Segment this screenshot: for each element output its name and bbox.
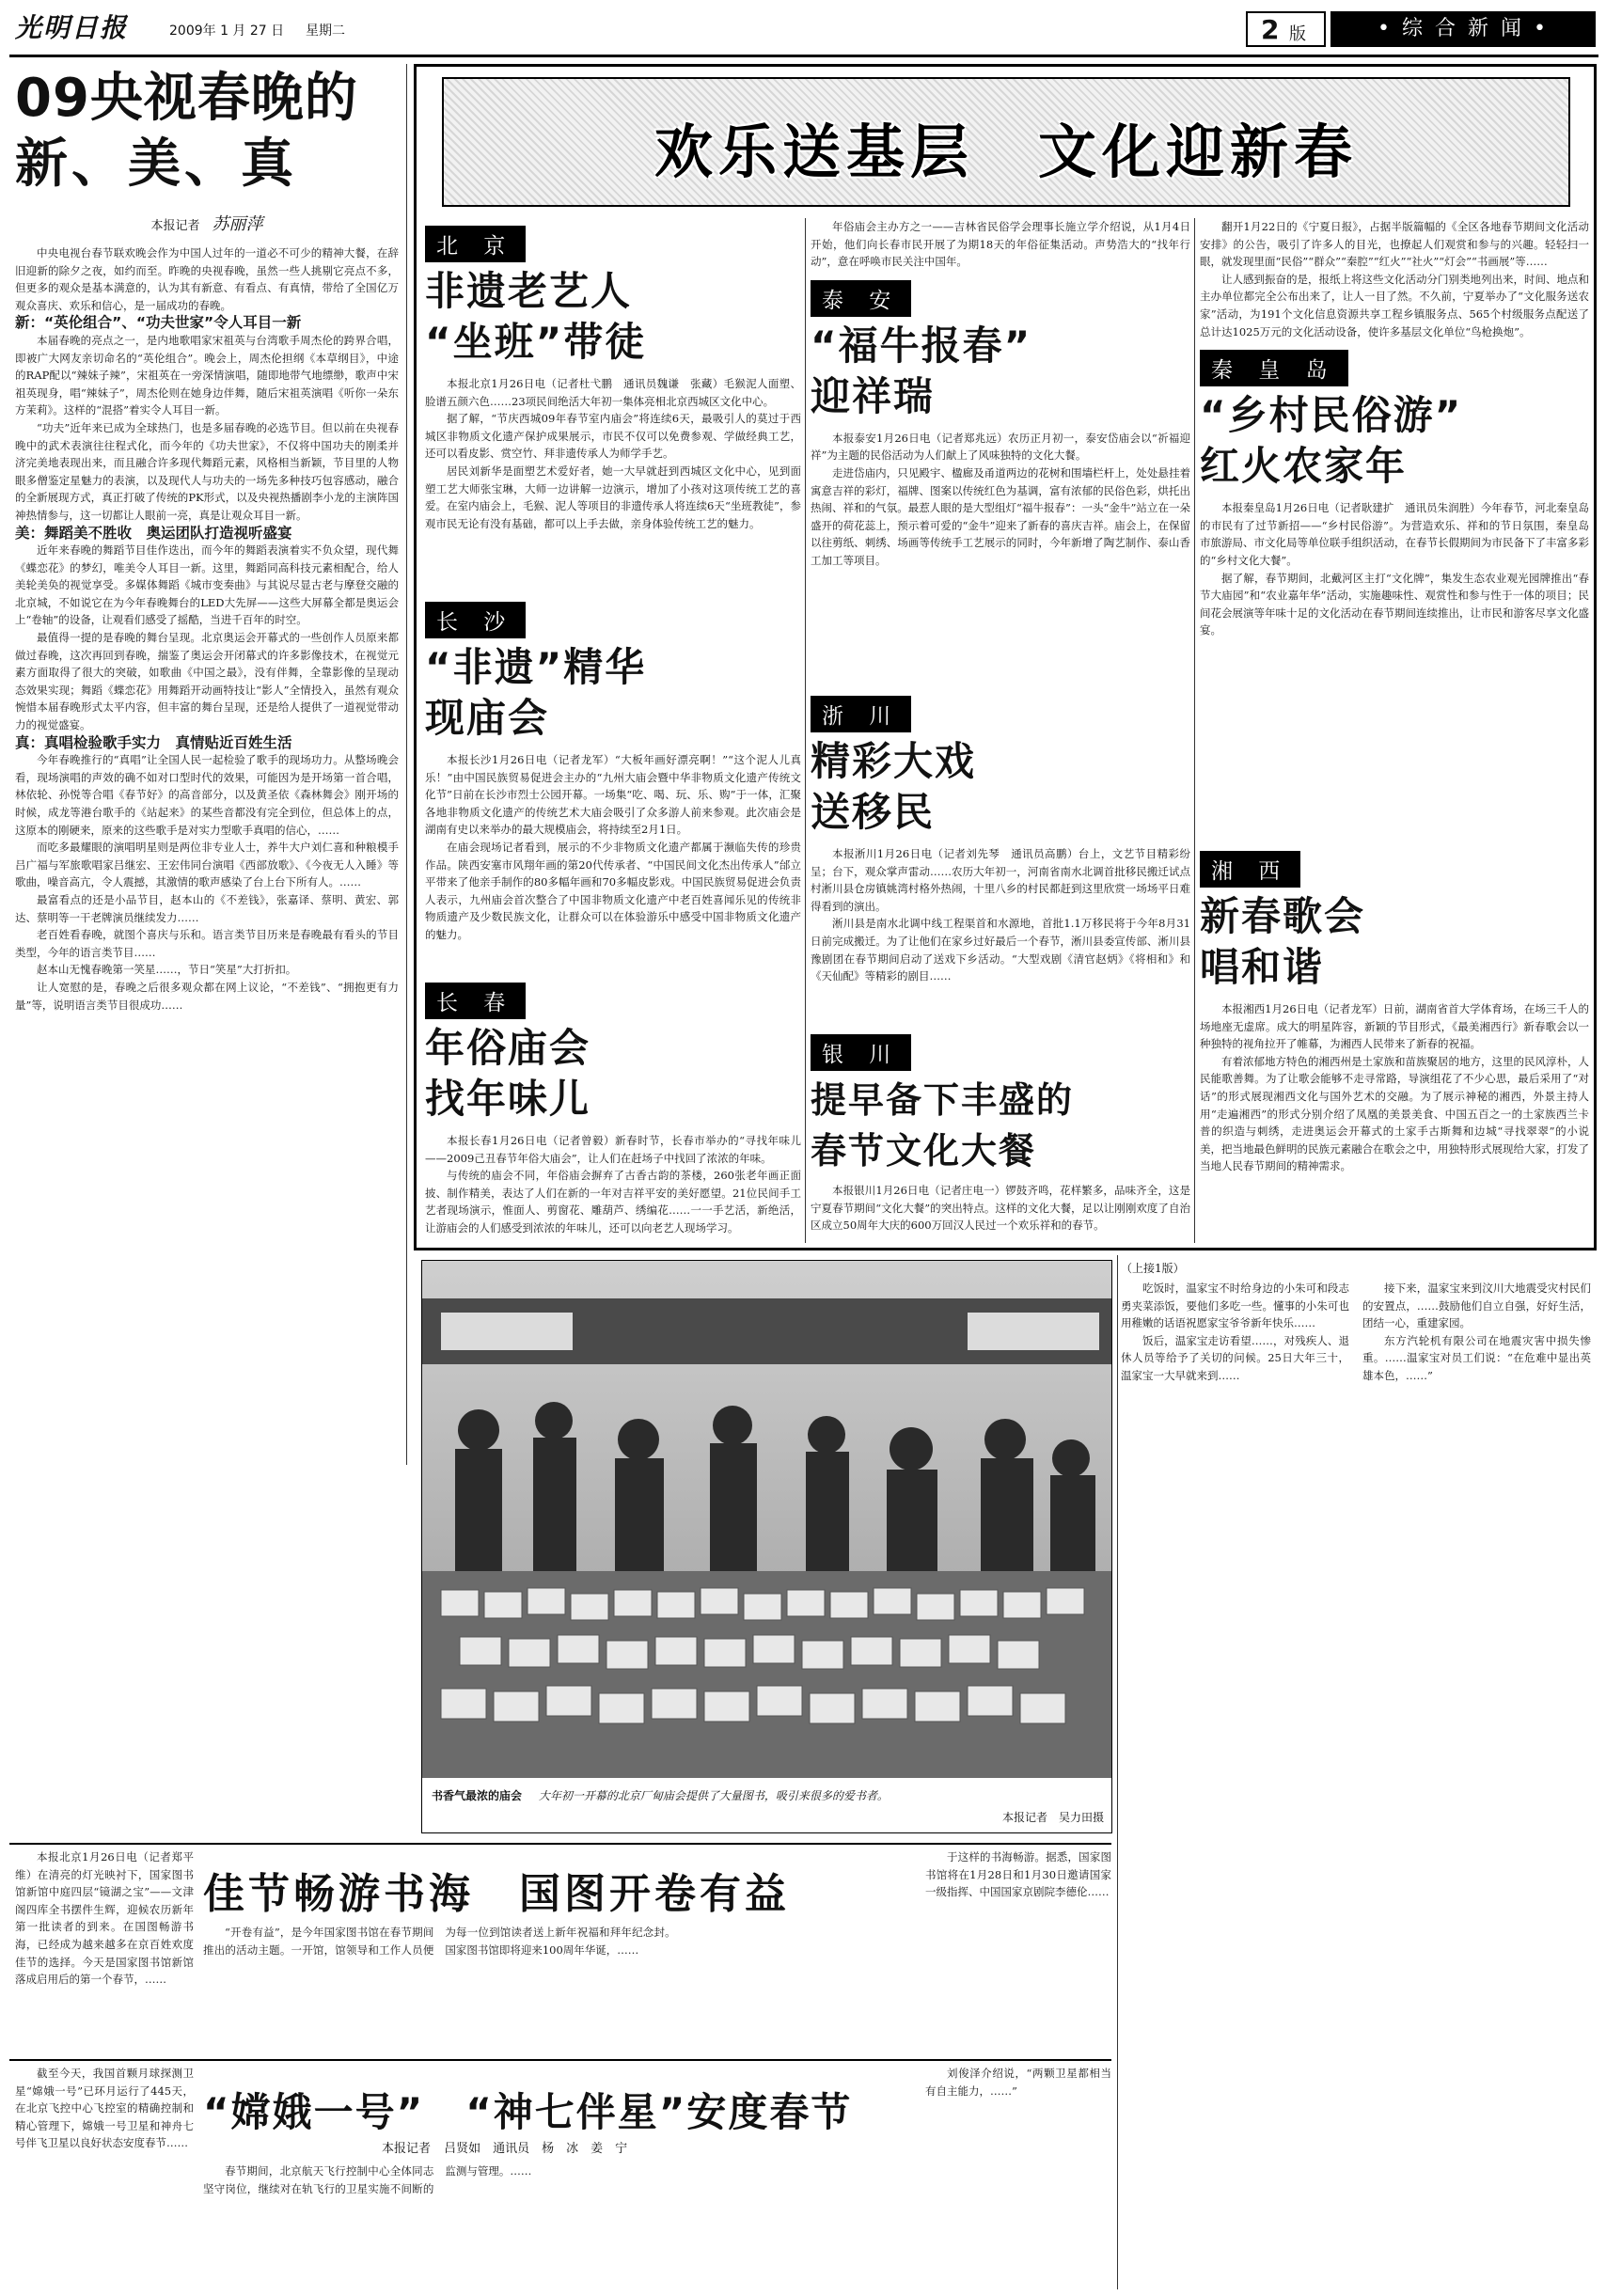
- story-tag: 湘 西: [1200, 851, 1300, 888]
- page-number-box: [1246, 11, 1326, 47]
- lead-title-line1: 09央视春晚的: [15, 68, 358, 129]
- books-body-col2: [203, 1924, 918, 2046]
- lead-title-line2: 新、美、真: [15, 134, 297, 195]
- story-paragraph: 本报北京1月26日电（记者杜弋鹏 通讯员魏谦 张藏）毛猴泥人面塑、脸谱五颜六色……23项民间绝活大年初一集体亮相北京西城区文化中心。: [425, 377, 801, 408]
- section-name: • 综 合 新 闻 •: [1330, 11, 1596, 47]
- story-paragraph: 本报秦皇岛1月26日电（记者耿建扩 通讯员朱润胜）今年春节，河北秦皇岛的市民有了过节新招——“乡村民俗游”。为营造欢乐、祥和的节日氛围，秦皇岛市旅游局、市文化局等单位联手组织活动，在春节长假期间为市民备下了丰富多彩的“乡村文化大餐”。: [1200, 501, 1589, 567]
- lead-paragraph: “功夫”近年来已成为全球热门，也是多届春晚的必选节目。但以前在央视春晚中的武术表演往往程式化，而今年的《功夫世家》，不仅将中国功夫的刚柔并济完美地表现出来，而且融合许多现代舞蹈元素，风格相当新颖，节目里的人物眼多僧鉴定星魅力的表演，以及现代人与功夫的一场先多种技巧包容感动，融合的全新展现方式，真正打破了传统的PK形式，以及央视热播剧李小龙的主演阵国神热情参与，这一切都让人眼前一亮，真是让观众耳目一新。: [15, 420, 399, 522]
- story-body: [425, 1132, 801, 1237]
- book-fair-photo: [422, 1261, 1112, 1778]
- story-paragraph: 据了解，“节庆西城09年春节室内庙会”将连续6天，最吸引人的莫过于西城区非物质文化遗产保护成果展示，市民不仅可以免费参观、学做经典工艺，还可以看皮影、赏空竹、拜非遗传承人为师学手艺。: [425, 412, 801, 461]
- story-changchun: [425, 983, 801, 1246]
- column-divider: [1194, 218, 1195, 1243]
- story-body: [811, 845, 1190, 985]
- continued-paragraph: 吃饭时，温家宝不时给身边的小朱可和段志勇夹菜添饭，要他们多吃一些。懂事的小朱可也用稚嫩的话语祝愿家宝爷爷新年快乐……: [1121, 1282, 1349, 1330]
- story-headline: 新春歌会: [1200, 893, 1366, 939]
- lead-paragraph: 本届春晚的亮点之一，是内地歌唱家宋祖英与台湾歌手周杰伦的跨界合唱，即被广大网友亲切命名的“英伦组合”。晚会上，周杰伦担纲《本草纲目》，中途的RAP配以“辣妹子辣”，宋祖英在一旁深情演唱，随即地带气地缥缈，歌声中宋祖英现身，唱“辣妹子”，周杰伦则在她身边伴舞，随后宋祖英演唱《听你一朵东方茉莉》。这样的“混搭”着实令人耳目一新。: [15, 333, 399, 417]
- story-paragraph: 本报长春1月26日电（记者曾毅）新春时节，长春市举办的“寻找年味儿——2009己丑春节年俗大庙会”，让人们在赶场子中找回了浓浓的年味。: [425, 1134, 801, 1165]
- photo-caption: [432, 1787, 1104, 1825]
- books-article: [15, 1848, 1111, 2051]
- story-headline: 迎祥瑞: [811, 372, 936, 419]
- space-paragraph: 刘俊泽介绍说，“两颗卫星都相当有自主能力，……”: [925, 2067, 1111, 2098]
- masthead: [0, 0, 1606, 56]
- story-paragraph: 在庙会现场记者看到，展示的不少非物质文化遗产都属于濒临失传的珍贵作品。陕西安塞市风翔年画的第20代传承者、“中国民间文化杰出传承人”邰立平带来了他亲手制作的80多幅年画和70多幅皮影戏。中国民族贸易促进会负责人表示，九州庙会首次整合了中国非物质文化遗产中老百姓喜闻乐见的传统非物质遗产及少数民族文化，让群众可以在体验游乐中感受中国非物质文化遗产的魅力。: [425, 840, 801, 941]
- photo-caption-title: 书香气最浓的庙会: [432, 1789, 523, 1802]
- photo-caption-text: 大年初一开幕的北京厂甸庙会提供了大量图书，吸引来很多的爱书者。: [538, 1789, 889, 1802]
- page-unit: 版: [1289, 24, 1306, 44]
- story-tag: 浙 川: [811, 696, 911, 732]
- story-headline: “乡村民俗游”: [1200, 392, 1463, 439]
- story-headline: 现庙会: [425, 695, 550, 741]
- story-headline: 年俗庙会: [425, 1025, 591, 1071]
- story-tag: 北 京: [425, 226, 526, 262]
- issue-weekday: 星期二: [306, 24, 345, 39]
- story-tag: 银 川: [811, 1034, 911, 1071]
- lead-paragraph: 老百姓看春晚，就图个喜庆与乐和。语言类节目历来是春晚最有看头的节目类型，今年的语言类节目……: [15, 928, 399, 959]
- continued-paragraph: 饭后，温家宝走访看望……，对残疾人、退休人员等给予了关切的问候。25日大年三十，温家宝一大早就来到……: [1121, 1333, 1349, 1382]
- space-body-col3: [925, 2065, 1111, 2288]
- story-yinchuan: [811, 1034, 1190, 1246]
- story-body: [1200, 1000, 1589, 1175]
- space-byline-names: 吕贤如 通讯员 杨 冰 姜 宁: [444, 2142, 628, 2156]
- space-body-col2: [203, 2162, 918, 2288]
- books-body-col1: [15, 1848, 194, 2046]
- lead-paragraph: 近年来春晚的舞蹈节目佳作迭出，而今年的舞蹈表演着实不负众望，现代舞《蝶恋花》的梦幻，唯美令人耳目一新。这里，舞蹈同高科技元素相配合，给人美轮美奂的视觉享受。多媒体舞蹈《城市变奏曲》与其说尽显古老与摩登交融的北京城，不如说它在为今年春晚舞台的LED大先屏——这些大屏幕全都是奥运会上“卷轴”的设备，让观看们感受了摇酷，当进千百年的时空。: [15, 543, 399, 627]
- space-byline-label: 本报记者: [382, 2142, 432, 2156]
- lead-byline-name: 苏丽萍: [212, 214, 263, 234]
- story-headline: 精彩大戏: [811, 738, 977, 784]
- story-headline: “福牛报春”: [811, 322, 1032, 369]
- story-beijing: [425, 226, 801, 592]
- books-headline: 佳节畅游书海 国图开卷有益: [203, 1870, 790, 1918]
- space-paragraph: 截至今天，我国首颗月球探测卫星“嫦娥一号”已环月运行了445天，在北京飞控中心飞控室的精确控制和精心管理下，嫦娥一号卫星和神舟七号伴飞卫星以良好状态安度春节……: [15, 2067, 194, 2150]
- story-body: [425, 375, 801, 532]
- lead-subhead-1: 新：“英伦组合”、“功夫世家”令人耳目一新: [15, 314, 302, 332]
- space-body-col1: [15, 2065, 194, 2288]
- books-body-col3: [925, 1848, 1111, 2046]
- lead-paragraph: 今年春晚推行的“真唱”让全国人民一起检验了歌手的现场功力。从整场晚会看，现场演唱的声效的确不如对口型时代的效果，可能因为是开场第一首合唱，林依轮、孙悦等合唱《春节好》的高音部分，以及黄圣依《森林舞会》刚开场的时候，成龙等港台歌手的《站起来》的某些音都没有完全到位，但总体上的点，这原本的刚硬来，原来的这些歌手是对实力型歌手真唱的信心，……: [15, 753, 399, 837]
- section-rule: [9, 1843, 1111, 1845]
- story-xiangxi: [1200, 851, 1589, 1246]
- space-byline: [382, 2138, 627, 2156]
- story-tag: 秦 皇 岛: [1200, 350, 1348, 386]
- lead-paragraph: 而吃多最耀眼的演唱明星则是两位非专业人士，养牛大户刘仁喜和种粮模手吕广福与军旅歌唱家吕继宏、王宏伟同台演唱《西部放歌》、《今夜无人入睡》等歌曲，噪音高亢，令人震撼，其激情的歌声感染了台上台下所有人。……: [15, 841, 399, 889]
- lead-paragraph: 让人宽慰的是，春晚之后很多观众都在网上议论，“不差钱”、“拥抱更有力量”等，说明语言类节目很成功……: [15, 980, 399, 1012]
- column-divider: [1117, 1255, 1118, 2289]
- story-paragraph: 让人感到振奋的是，报纸上将这些文化活动分门别类地列出来，时间、地点和主办单位都完全公布出来了，让人一目了然。不久前，宁夏举办了“文化服务送农家”活动，为191个文化信息资源共享工程乡镇服务点、565个村级服务点配送了总计达1025万元的文化活动设备，使许多基层文化单位“鸟枪换炮”。: [1200, 272, 1589, 338]
- lead-paragraph: 最富看点的还是小品节目，赵本山的《不差钱》，张嘉译、蔡明、黄宏、郭达、蔡明等一干老牌演员继续发力……: [15, 892, 399, 924]
- photo-credit: 本报记者 吴力田摄: [1001, 1811, 1104, 1824]
- books-paragraph: “开卷有益”，是今年国家图书馆在春节期间推出的活动主题。一开馆，馆领导和工作人员便为每一位到馆读者送上新年祝福和拜年纪念封。国家图书馆即将迎来100周年华诞，……: [203, 1926, 676, 1957]
- story-paragraph: 有着浓郁地方特色的湘西州是土家族和苗族聚居的地方，这里的民风淳朴，人民能歌善舞。为了让歌会能够不走寻常路，导演组花了不少心思，最后采用了“对话”的形式展现湘西文化与国外艺术的交融。为了展示神秘的湘西，外景主持人用“走遍湘西”的形式分别介绍了凤凰的美景美食、中国五百之一的土家族西兰卡普的织造与刺绣，走进奥运会开幕式的土家手古斯舞和边城“寻找翠翠”的小说美，把当地最色鲜明的民族元素融合在歌会之中，用独特形式展现给大家，打发了当地人民春节期间的精神需求。: [1200, 1054, 1589, 1173]
- story-headline: 唱和谐: [1200, 944, 1325, 990]
- story-paragraph: 淅川县是南水北调中线工程渠首和水源地，首批1.1万移民将于今年8月31日前完成搬迁。为了让他们在家乡过好最后一个春节，淅川县委宣传部、淅川县豫剧团在春节期间启动了送戏下乡活动。“大型戏剧《清官赵炳》《将相和》和《天仙配》等精彩的剧目……: [811, 917, 1190, 983]
- story-body: [1200, 499, 1589, 639]
- story-body: [1200, 218, 1589, 340]
- story-headline: 非遗老艺人: [425, 268, 633, 314]
- story-taian: [811, 218, 1190, 688]
- story-paragraph: 年俗庙会主办方之一——吉林省民俗学会理事长施立学介绍说，从1月4日开始，他们向长春市民开展了为期18天的年俗征集活动。声势浩大的“找年行动”，意在呼唤市民关注中国年。: [811, 220, 1190, 269]
- feature-banner: [442, 77, 1570, 207]
- column-divider: [805, 218, 806, 1243]
- story-tag: 长 沙: [425, 602, 526, 638]
- feature-banner-title: 欢乐送基层 文化迎新春: [653, 118, 1358, 186]
- lead-subhead-3: 真：真唱检验歌手实力 真情贴近百姓生活: [15, 733, 292, 751]
- story-paragraph: 本报淅川1月26日电（记者刘先琴 通讯员高鹏）台上，文艺节目精彩纷呈；台下，观众掌声雷动……农历大年初一，河南省南水北调首批移民搬迁试点村淅川县仓房镇姚湾村格外热闹，十里八乡的村民都赶到这里欣赏一场场平日难得看到的演出。: [811, 847, 1190, 913]
- lead-body: [15, 244, 399, 1014]
- story-tag: 泰 安: [811, 280, 911, 317]
- continued-label: （上接1版）: [1121, 1262, 1185, 1275]
- story-headline: 红火农家年: [1200, 443, 1408, 490]
- space-headline: “嫦娥一号” “神七伴星”安度春节: [203, 2089, 853, 2135]
- story-headline: 找年味儿: [425, 1076, 591, 1122]
- story-xichuan: [811, 696, 1190, 1030]
- space-paragraph: 春节期间，北京航天飞行控制中心全体同志坚守岗位，继续对在轨飞行的卫星实施不间断的监测与管理。……: [203, 2164, 532, 2195]
- story-body: [811, 1182, 1190, 1234]
- lead-paragraph: 最值得一提的是春晚的舞台呈现。北京奥运会开幕式的一些创作人员原来都做过春晚，这次再回到春晚，揣鉴了奥运会开闭幕式的许多影像技术，在视觉元素方面取得了很大的突破，如歌曲《中国之最》，没有伴舞，全靠影像的呈现动态效果实现；舞蹈《蝶恋花》用舞蹈开动画特技让“影人”全情投入，虽然有观众惋惜本届春晚形式太平内容，但丰富的舞台呈现，还是给人提供了一道视觉带动力的视觉盛宴。: [15, 631, 399, 732]
- story-paragraph: 与传统的庙会不同，年俗庙会摒弃了古香古韵的茶楼，260张老年画正面披、制作精美，表达了人们在新的一年对吉祥平安的美好愿望。21位民间手工艺者现场演示，惟面人、剪窗花、雕葫芦、绣编花……一一手艺活，新绝活，让游庙会的人们感受到浓浓的年味儿，还可以向老艺人现场学习。: [425, 1169, 801, 1234]
- continued-body: [1121, 1280, 1591, 2276]
- lead-paragraph: 赵本山无愧春晚第一笑星……，节日“笑星”大打折扣。: [37, 963, 297, 977]
- space-article: [15, 2065, 1111, 2290]
- story-paragraph: 据了解，春节期间，北戴河区主打“文化牌”，集发生态农业观光园牌推出“春节大庙园”和“农业嘉年华”活动，实施趣味性、观赏性和参与性于一体的项目；民间花会展演等年味十足的文化活动在春节期间连续推出，让市民和游客尽享文化盛宴。: [1200, 571, 1589, 637]
- masthead-rule: [9, 55, 1598, 57]
- continued-paragraph: 接下来，温家宝来到汶川大地震受灾村民们的安置点，……鼓励他们自立自强，好好生活，团结一心，重建家园。: [1362, 1282, 1591, 1330]
- continued-paragraph: 东方汽轮机有限公司在地震灾害中损失惨重。……温家宝对员工们说：“在危难中显出英雄本色，……”: [1362, 1333, 1591, 1382]
- story-paragraph: 本报泰安1月26日电（记者郑兆远）农历正月初一，泰安岱庙会以“祈福迎祥”为主题的民俗活动为人们献上了风味独特的文化大餐。: [811, 431, 1190, 463]
- section-rule: [9, 2059, 1111, 2061]
- story-paragraph: 本报银川1月26日电（记者庄电一）锣鼓齐鸣，花样繁多，品味齐全，这是宁夏春节期间“文化大餐”的突出特点。这样的文化大餐，足以让刚刚欢度了自治区成立50周年大庆的600万回汉人民过一个欢乐祥和的春节。: [811, 1184, 1190, 1233]
- story-headline: “坐班”带徒: [425, 319, 647, 365]
- continued-article: [1121, 1260, 1591, 2289]
- story-paragraph: 翻开1月22日的《宁夏日报》，占据半版篇幅的《全区各地春节期间文化活动安排》的公告，吸引了许多人的目光，也撩起人们观赏和参与的兴趣。轻轻扫一眼，就发现里面“民俗”“群众”“秦腔”“红火”“社火”“灯会”“书画展”等……: [1200, 220, 1589, 269]
- story-body: [425, 751, 801, 944]
- story-body: [811, 430, 1190, 570]
- story-paragraph: 本报湘西1月26日电（记者龙军）日前，湖南省首大学体育场，在场三千人的场地座无虚席。成大的明星阵容，新颖的节目形式，《最美湘西行》新春歌会以一种独特的视角拉开了帷幕，为湘西人民带来了新春的祝福。: [1200, 1002, 1589, 1051]
- story-headline: 春节文化大餐: [811, 1130, 1037, 1172]
- story-paragraph: 居民刘新华是面塑艺术爱好者，她一大早就赶到西城区文化中心，见到面塑工艺大师张宝琳，大师一边讲解一边演示，增加了小孩对这项传统工艺的喜爱。在室内庙会上，毛猴、泥人等项目的非遗传承人将连续6天“坐班教徒”，参观市民无论有没有基础，都可以上手去做，亲身体验传统工艺的魅力。: [425, 464, 801, 530]
- issue-date: 2009年 1 月 27 日: [169, 24, 285, 39]
- paper-name: 光明日报: [15, 12, 129, 43]
- story-headline: 提早备下丰盛的: [811, 1079, 1075, 1121]
- books-paragraph: 于这样的书海畅游。据悉，国家图书馆将在1月28日和1月30日邀请国家一级指挥、中国国家京剧院李德伦……: [925, 1850, 1111, 1899]
- books-paragraph: 本报北京1月26日电（记者郑平维）在清亮的灯光映衬下，国家图书馆新馆中庭四层“镜湖之宝”——文津阁四库全书摆件生辉，迎候农历新年第一批读者的到来。在国图畅游书海，已经成为越来越多在京百姓欢度佳节的选择。今天是国家图书馆新馆落成启用后的第一个春节，……: [15, 1850, 194, 1987]
- story-paragraph: 本报长沙1月26日电（记者龙军）“大板年画好漂亮啊！”“这个泥人儿真乐！”由中国民族贸易促进会主办的“九州大庙会暨中华非物质文化遗产传统文化节”日前在长沙市烈士公园开幕。一场集“吃、喝、玩、乐、购”于一体，汇聚各地非物质文化遗产的传统艺术大庙会吸引了众多游人前来参观。此次庙会是湖南有史以来举办的最大规模庙会，将持续至2月1日。: [425, 753, 801, 837]
- story-changsha: [425, 602, 801, 983]
- story-headline: “非遗”精华: [425, 644, 647, 690]
- lead-byline-label: 本报记者: [150, 219, 200, 233]
- story-tag: 长 春: [425, 983, 526, 1019]
- column-divider: [406, 64, 407, 1465]
- story-qinhuangdao: [1200, 218, 1589, 857]
- page-number: 2: [1261, 14, 1280, 45]
- story-body: [811, 218, 1190, 271]
- lead-subhead-2: 美：舞蹈美不胜收 奥运团队打造视听盛宴: [15, 524, 292, 542]
- story-paragraph: 走进岱庙内，只见殿宇、楹廊及甬道两边的花树和围墙栏杆上，处处悬挂着寓意吉祥的彩灯，福牌、图案以传统红色为基调，富有浓郁的民俗色彩，烘托出热闹、祥和的气氛。最惹人眼的是大型组灯“福牛报春”：一头“金牛”站立在一朵盛开的荷花蕊上，预示着可爱的“金牛”迎来了新春的喜庆吉祥。庙会上，在保留以往剪纸、刺绣、场画等传统手工艺展示的同时，今年新增了陶艺制作、泰山香工加工等项目。: [811, 465, 1190, 567]
- lead-byline: [15, 211, 399, 235]
- story-headline: 送移民: [811, 789, 936, 835]
- lead-article: [15, 66, 399, 1465]
- lead-intro: 中央电视台春节联欢晚会作为中国人过年的一道必不可少的精神大餐，在辞旧迎新的除夕之夜，如约而至。昨晚的央视春晚，虽然一些人挑剔它亮点不多，但更多的观众是基本满意的，认为其有新意、有看点、有真情，带给了全国亿万观众喜庆、欢乐和信心，是一届成功的春晚。: [15, 246, 399, 312]
- news-photo: [421, 1260, 1112, 1833]
